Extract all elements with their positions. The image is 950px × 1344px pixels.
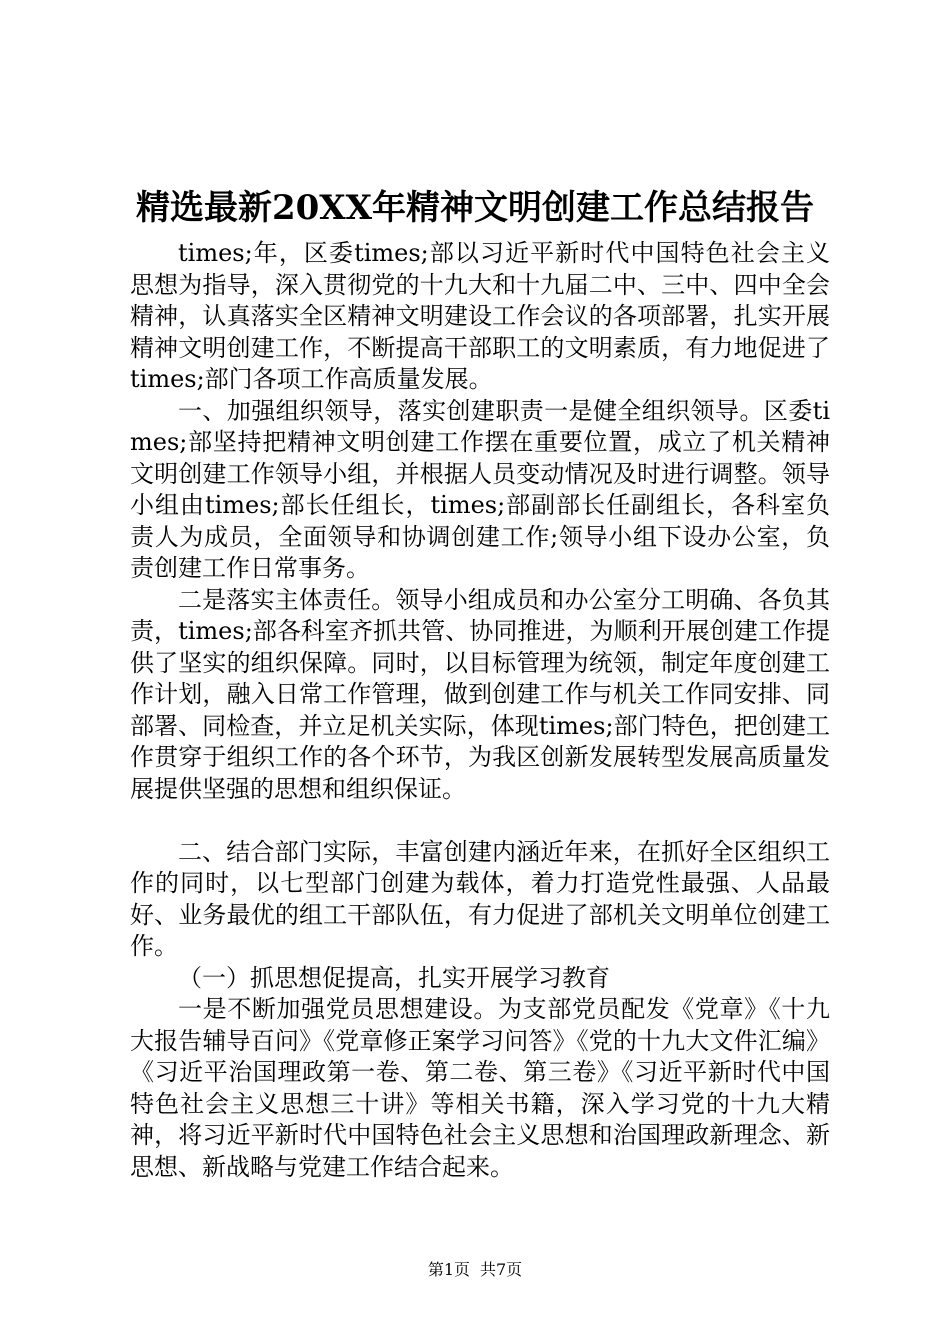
paragraph-section-two: 二、结合部门实际，丰富创建内涵近年来，在抓好全区组织工作的同时，以七型部门创建为载体，着力打造党性最强、人品最好、业务最优的组工干部队伍，有力促进了部机关文明单位创建工作。 <box>130 837 830 960</box>
paragraph-responsibility: 二是落实主体责任。领导小组成员和办公室分工明确、各负其责，times;部各科室齐抓共管、协同推进，为顺利开展创建工作提供了坚实的组织保障。同时，以目标管理为统领，制定年度创建工作计划，融入日常工作管理，做到创建工作与机关工作同安排、同部署、同检查，并立足机关实际，体现times;部门特色，把创建工作贯穿于组织工作的各个环节，为我区创新发展转型发展高质量发展提供坚强的思想和组织保证。 <box>130 585 830 803</box>
subheading-study-education: （一）抓思想促提高，扎实开展学习教育 <box>178 963 610 992</box>
document-body <box>130 238 830 1183</box>
page-total: 共7页 <box>480 1260 523 1279</box>
page-footer <box>0 1258 950 1282</box>
paragraph-section-one: 一、加强组织领导，落实创建职责一是健全组织领导。区委times;部坚持把精神文明创建工作摆在重要位置，成立了机关精神文明创建工作领导小组，并根据人员变动情况及时进行调整。领导小组由times;部长任组长，times;部副部长任副组长，各科室负责人为成员，全面领导和协调创建工作;领导小组下设办公室，负责创建工作日常事务。 <box>130 396 830 582</box>
paragraph-thought-building: 一是不断加强党员思想建设。为支部党员配发《党章》《十九大报告辅导百问》《党章修正案学习问答》《党的十九大文件汇编》《习近平治国理政第一卷、第二卷、第三卷》《习近平新时代中国特色社会主义思想三十讲》等相关书籍，深入学习党的十九大精神，将习近平新时代中国特色社会主义思想和治国理政新理念、新思想、新战略与党建工作结合起来。 <box>130 995 830 1181</box>
paragraph-intro: times;年，区委times;部以习近平新时代中国特色社会主义思想为指导，深入贯彻党的十九大和十九届二中、三中、四中全会精神，认真落实全区精神文明建设工作会议的各项部署，扎实开展精神文明创建工作，不断提高干部职工的文明素质，有力地促进了times;部门各项工作高质量发展。 <box>130 239 830 393</box>
document-title: 精选最新20XX年精神文明创建工作总结报告 <box>135 188 815 228</box>
page-number: 第1页 <box>427 1260 470 1279</box>
